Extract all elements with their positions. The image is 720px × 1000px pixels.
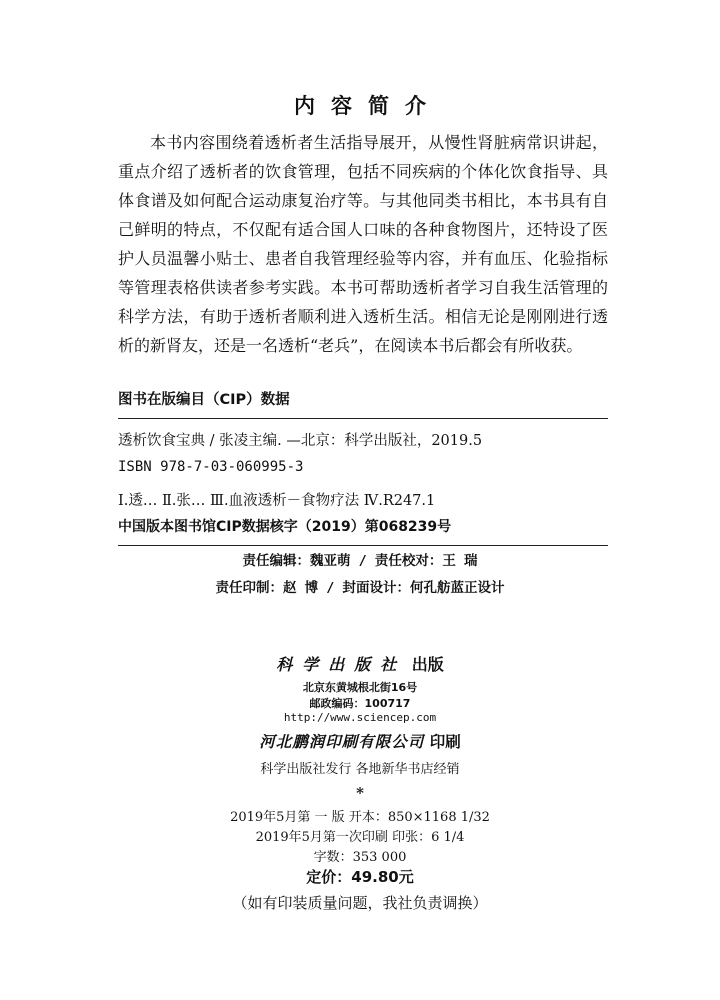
printing-sheets: 2019年5月第一次印刷 印张：6 1/4 — [255, 830, 465, 845]
price-label: 定价： — [306, 868, 352, 886]
quality-note: （如有印装质量问题，我社负责调换） — [232, 894, 488, 912]
publisher-postcode: 邮政编码：100717 — [309, 697, 411, 710]
printer-name: 河北鹏润印刷有限公司 — [259, 732, 425, 751]
intro-body: 本书内容围绕着透析者生活指导展开，从慢性肾脏病常识讲起，重点介绍了透析者的饮食管理，包括不同疾病的个体化饮食指导、具体食谱及如何配合运动康复治疗等。与其他同类书相比，本书具有自己鲜明的特点，不仅配有适合国人口味的各种食物图片，还特设了医护人员温馨小贴士、患者自我管理经验等内容，并有血压、化验指标等管理表格供读者参考实践。本书可帮助透析者学习自我生活管理的科学方法，有助于透析者顺利进入透析生活。相信无论是刚刚进行透析的新肾友，还是一名透析“老兵”，在阅读本书后都会有所收获。 — [118, 133, 608, 355]
publisher-line — [0, 652, 720, 675]
price-value: 49.80元 — [351, 868, 414, 886]
cip-heading: 图书在版编目（CIP）数据 — [118, 392, 290, 408]
publisher-name: 科学出版社 — [276, 655, 407, 674]
editor-credits: 责任编辑：魏亚萌 / 责任校对：王 瑞 — [242, 553, 478, 569]
cip-isbn: ISBN 978-7-03-060995-3 — [118, 459, 304, 475]
intro-title: 内容简介 — [294, 94, 442, 118]
cip-classification: Ⅰ.透… Ⅱ.张… Ⅲ.血液透析－食物疗法 Ⅳ.R247.1 — [118, 493, 436, 509]
publisher-website: http://www.sciencep.com — [283, 711, 437, 724]
cip-record-number: 中国版本图书馆CIP数据核字（2019）第068239号 — [118, 519, 452, 535]
edition-format: 2019年5月第 一 版 开本：850×1168 1/32 — [230, 810, 490, 825]
publisher-address: 北京东黄城根北街16号 — [302, 681, 418, 694]
printer-suffix: 印刷 — [429, 732, 461, 751]
cip-title-line: 透析饮食宝典 / 张凌主编. —北京：科学出版社，2019.5 — [118, 433, 483, 449]
cip-data-block — [118, 418, 608, 546]
publisher-suffix: 出版 — [411, 655, 444, 674]
price-line — [0, 866, 720, 887]
separator-asterisk: * — [356, 784, 364, 802]
word-count: 字数：353 000 — [313, 850, 407, 865]
production-credits: 责任印制：赵 博 / 封面设计：何孔舫蓝正设计 — [215, 580, 505, 596]
printer-line — [0, 730, 720, 752]
distribution-line: 科学出版社发行 各地新华书店经销 — [260, 762, 460, 777]
